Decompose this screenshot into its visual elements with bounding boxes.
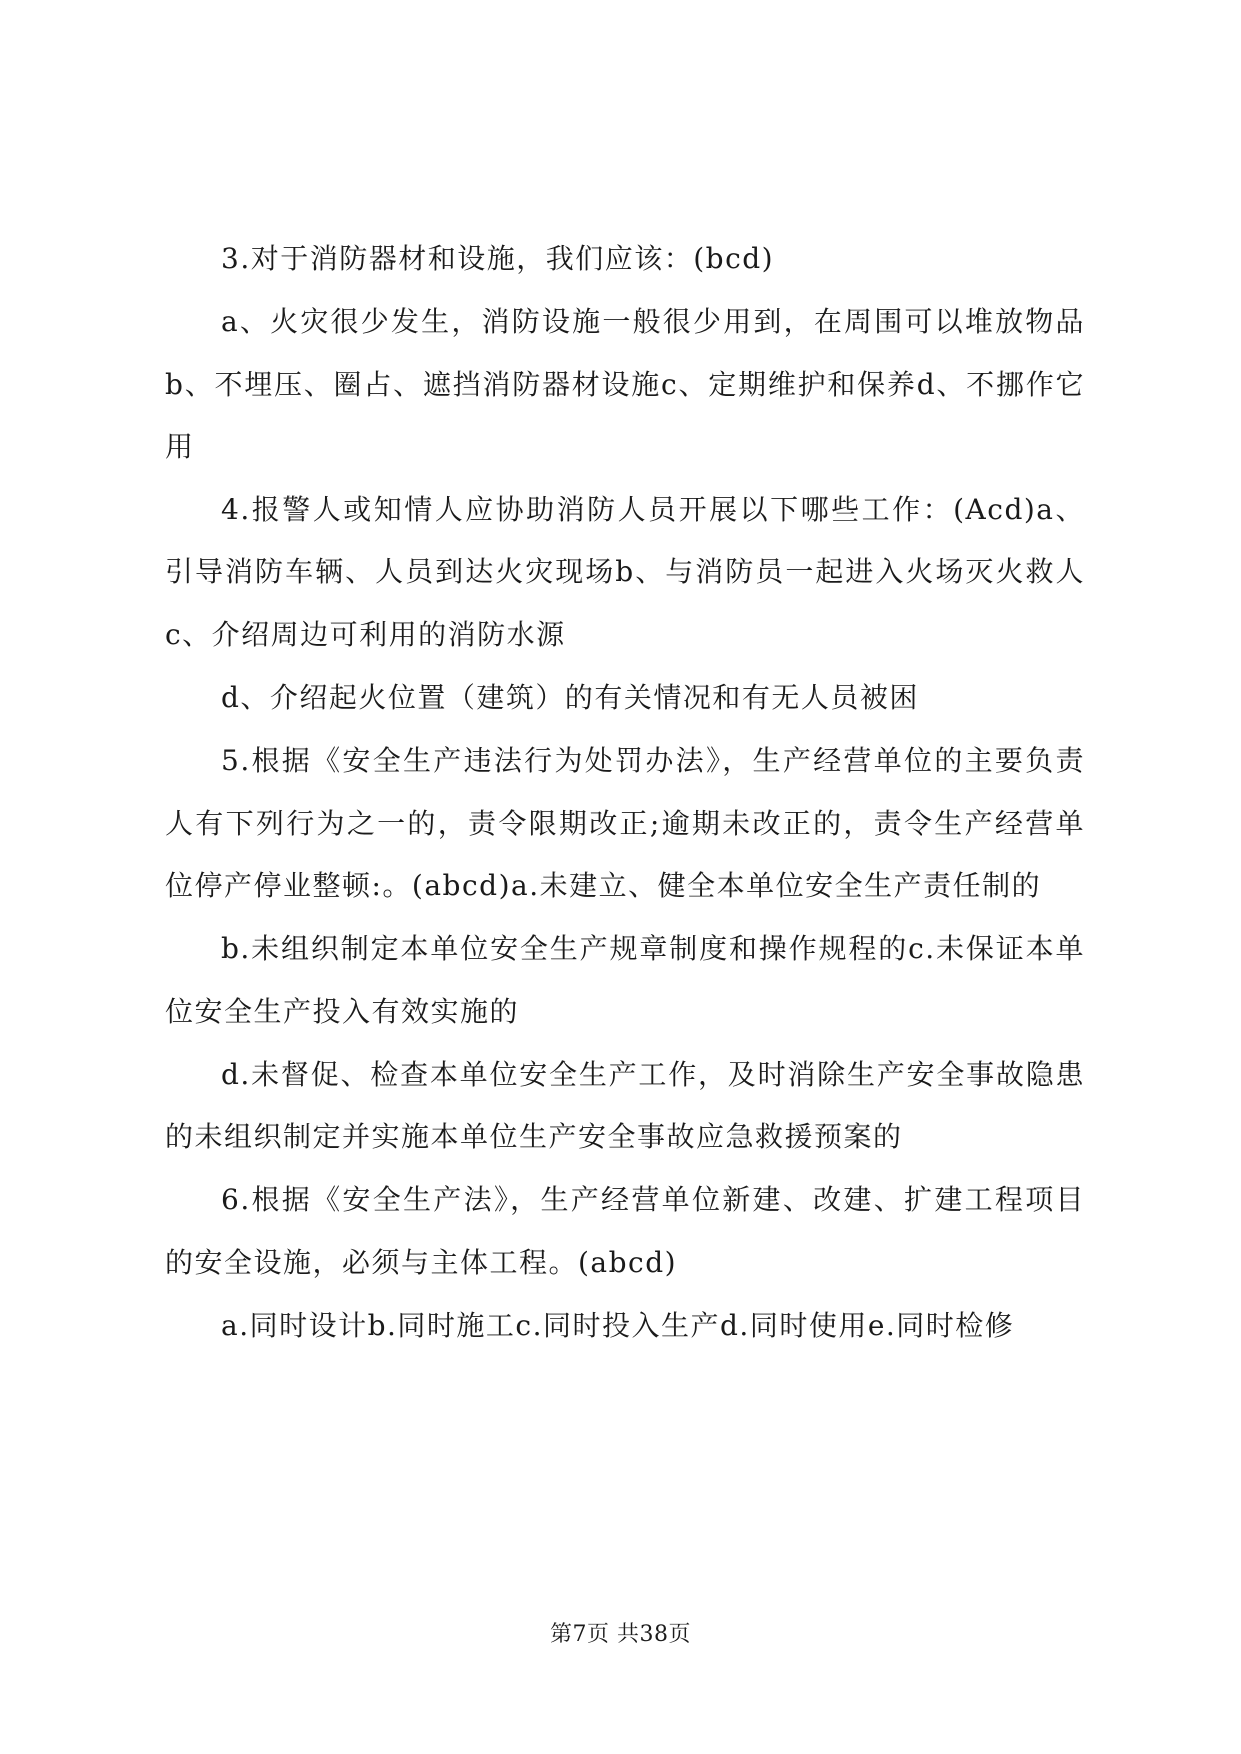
paragraph-q6-options: a.同时设计b.同时施工c.同时投入生产d.同时使用e.同时检修 xyxy=(221,1309,1015,1343)
paragraph-q5-option-d: d.未督促、检查本单位安全生产工作，及时消除生产安全事故隐患的未组织制定并实施本单位生产安全事故应急救援预案的 xyxy=(165,1057,1085,1154)
paragraph-q6: 6.根据《安全生产法》，生产经营单位新建、改建、扩建工程项目的安全设施，必须与主体工程。(abcd) xyxy=(165,1183,1085,1279)
paragraph-q3: 3.对于消防器材和设施，我们应该：(bcd) xyxy=(221,242,775,275)
paragraph-q4-option-d: d、介绍起火位置（建筑）的有关情况和有无人员被困 xyxy=(221,681,919,715)
paragraph-q5: 5.根据《安全生产违法行为处罚办法》，生产经营单位的主要负责人有下列行为之一的，责令限期改正;逾期未改正的，责令生产经营单位停产停业整顿:。(abcd)a.未建立、健全本单位安全生产责任制的 xyxy=(165,744,1085,902)
paragraph-q5-options-bc: b.未组织制定本单位安全生产规章制度和操作规程的c.未保证本单位安全生产投入有效实施的 xyxy=(165,932,1085,1028)
paragraph-q3-options: a、火灾很少发生，消防设施一般很少用到，在周围可以堆放物品b、不埋压、圈占、遮挡消防器材设施c、定期维护和保养d、不挪作它用 xyxy=(165,305,1085,463)
document-body xyxy=(165,228,1085,1358)
page-number-footer: 第7页 共38页 xyxy=(550,1622,691,1647)
paragraph-q4: 4.报警人或知情人应协助消防人员开展以下哪些工作：(Acd)a、引导消防车辆、人员到达火灾现场b、与消防员一起进入火场灭火救人c、介绍周边可利用的消防水源 xyxy=(165,493,1085,651)
